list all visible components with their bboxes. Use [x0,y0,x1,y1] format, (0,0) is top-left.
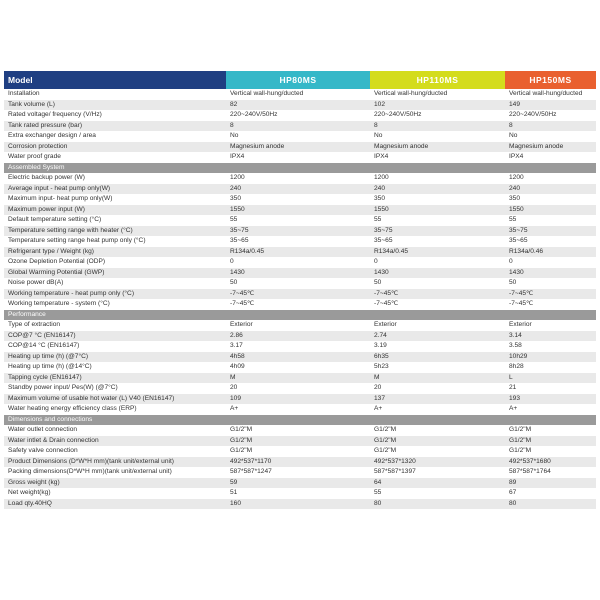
row-value-model-3: 80 [509,499,517,507]
table-row [4,488,596,499]
row-value-model-1: No [230,132,239,139]
row-label: Maximum power input (W) [8,205,85,213]
row-value-model-3: 149 [509,100,521,108]
row-label: Corrosion protection [8,142,68,150]
row-label: Maximum volume of usable hot water (L) V40 (EN16147) [8,394,175,402]
row-value-model-2: IPX4 [374,153,389,160]
row-label: Water heating energy efficiency class (ERP) [8,405,137,412]
row-label: Tank rated pressure (bar) [8,121,83,129]
row-label: Tank volume (L) [8,100,55,108]
row-label: Refrigerant type / Weight (kg) [8,247,94,255]
row-value-model-1: 8 [230,121,234,129]
row-value-model-2: -7~45℃ [374,300,399,307]
row-value-model-2: 55 [374,216,382,223]
row-value-model-1: 350 [230,195,242,202]
table-row [4,289,596,300]
row-value-model-1: 1430 [230,268,245,276]
row-value-model-2: 220~240V/50Hz [374,111,422,118]
row-value-model-3: 193 [509,394,521,402]
row-value-model-3: 35~75 [509,226,528,234]
row-value-model-2: 492*537*1320 [374,457,416,465]
table-row [4,110,596,121]
row-value-model-1: 160 [230,499,242,507]
table-row [4,457,596,468]
row-value-model-2: -7~45℃ [374,289,399,297]
section-header [4,163,596,174]
row-value-model-3: No [509,132,518,139]
row-value-model-3: 350 [509,195,521,202]
row-value-model-1: R134a/0.45 [230,247,265,255]
row-value-model-3: L [509,373,513,381]
section-title: Performance [8,310,46,318]
row-label: Heating up time (h) (@7°C) [8,352,89,360]
row-value-model-3: Vertical wall-hung/ducted [509,90,583,97]
row-value-model-3: -7~45℃ [509,289,534,297]
row-value-model-3: 220~240V/50Hz [509,111,557,118]
row-value-model-1: 587*587*1247 [230,468,272,475]
row-value-model-1: 3.17 [230,342,243,349]
row-label: Heating up time (h) (@14°C) [8,363,92,370]
row-value-model-2: 50 [374,279,382,286]
row-value-model-1: 2.86 [230,331,243,339]
table-body [4,89,596,509]
table-row [4,152,596,163]
row-label: Type of extraction [8,321,61,328]
row-value-model-2: G1/2"M [374,447,397,454]
row-value-model-1: 220~240V/50Hz [230,111,278,118]
row-value-model-1: 1200 [230,174,245,181]
table-row [4,205,596,216]
row-value-model-2: 0 [374,258,378,265]
row-value-model-1: 4h09 [230,363,245,370]
row-label: COP@14 °C (EN16147) [8,342,80,349]
table-row [4,362,596,373]
row-value-model-3: Exterior [509,321,532,328]
row-value-model-3: G1/2"M [509,447,532,454]
table-row [4,383,596,394]
row-value-model-1: 492*537*1170 [230,457,272,465]
row-value-model-2: 35~75 [374,226,393,234]
row-label: Temperature setting range heat pump only (°C) [8,237,146,244]
row-label: Gross weight (kg) [8,478,60,486]
table-row [4,425,596,436]
table-row [4,478,596,489]
row-label: Water outlet connection [8,426,78,433]
row-label: Default temperature setting (°C) [8,216,102,223]
row-value-model-1: 35~75 [230,226,249,234]
row-value-model-3: 10h29 [509,352,528,360]
row-value-model-3: Magnesium anode [509,142,564,150]
row-value-model-3: A+ [509,405,518,412]
row-label: Working temperature - system (°C) [8,300,110,307]
table-row [4,394,596,405]
row-value-model-2: 80 [374,499,382,507]
row-label: Ozone Depletion Potential (ODP) [8,258,106,265]
row-label: Safety valve connection [8,447,78,454]
row-value-model-2: 35~65 [374,237,393,244]
row-value-model-1: -7~45℃ [230,300,255,307]
row-value-model-1: 51 [230,489,238,496]
row-value-model-3: 8 [509,121,513,129]
row-value-model-3: 1200 [509,174,524,181]
row-value-model-3: 492*537*1680 [509,457,551,465]
row-value-model-3: 1430 [509,268,524,276]
row-value-model-1: Vertical wall-hung/ducted [230,90,304,97]
table-row [4,121,596,132]
row-value-model-2: No [374,132,383,139]
row-value-model-3: 3.14 [509,331,522,339]
table-row [4,499,596,510]
row-value-model-1: G1/2"M [230,436,253,444]
row-value-model-1: 240 [230,184,242,192]
row-value-model-2: G1/2"M [374,436,397,444]
row-label: Water intlet & Drain connection [8,436,99,444]
table-row [4,236,596,247]
row-value-model-2: Vertical wall-hung/ducted [374,90,448,97]
row-value-model-3: 1550 [509,205,524,213]
table-row [4,184,596,195]
row-value-model-3: 89 [509,478,517,486]
table-row [4,247,596,258]
row-value-model-3: 587*587*1764 [509,468,551,475]
row-value-model-1: 59 [230,478,238,486]
row-value-model-1: 1550 [230,205,245,213]
header-model-3: HP150MS [505,71,596,89]
row-value-model-1: 35~65 [230,237,249,244]
table-row [4,373,596,384]
row-value-model-2: Magnesium anode [374,142,429,150]
table-row [4,257,596,268]
table-row [4,299,596,310]
table-row [4,320,596,331]
row-label: Temperature setting range with heater (°C) [8,226,133,234]
row-label: Rated voltage/ frequency (V/Hz) [8,111,102,118]
table-row [4,194,596,205]
table-row [4,131,596,142]
row-value-model-2: M [374,373,380,381]
table-row [4,268,596,279]
row-value-model-2: 1550 [374,205,389,213]
row-label: Average input - heat pump only(W) [8,184,111,192]
row-value-model-2: 20 [374,384,382,391]
section-title: Assembled System [8,163,65,171]
row-value-model-1: 55 [230,216,238,223]
spec-table [4,71,596,509]
row-value-model-3: 8h28 [509,363,524,370]
row-value-model-2: 240 [374,184,386,192]
table-row [4,89,596,100]
row-label: Electric backup power (W) [8,174,85,181]
row-label: Working temperature - heat pump only (°C) [8,289,135,297]
row-value-model-2: 8 [374,121,378,129]
row-label: Tapping cycle (EN16147) [8,373,82,381]
table-header [4,71,596,89]
row-value-model-2: 6h35 [374,352,389,360]
table-row [4,436,596,447]
row-value-model-3: G1/2"M [509,426,532,433]
row-value-model-2: G1/2"M [374,426,397,433]
row-value-model-3: 50 [509,279,517,286]
row-value-model-1: G1/2"M [230,447,253,454]
row-value-model-1: G1/2"M [230,426,253,433]
row-value-model-2: 3.19 [374,342,387,349]
row-value-model-1: 50 [230,279,238,286]
row-value-model-2: 102 [374,100,386,108]
row-value-model-1: 109 [230,394,242,402]
row-label: Installation [8,90,40,97]
row-value-model-3: 240 [509,184,521,192]
row-value-model-3: IPX4 [509,153,524,160]
row-label: COP@7 °C (EN16147) [8,331,76,339]
table-row [4,331,596,342]
row-value-model-1: -7~45℃ [230,289,255,297]
row-value-model-2: R134a/0.45 [374,247,409,255]
table-row [4,215,596,226]
row-value-model-3: R134a/0.46 [509,247,544,255]
table-row [4,446,596,457]
row-value-model-2: 5h23 [374,363,389,370]
row-value-model-1: IPX4 [230,153,245,160]
section-title: Dimensions and connections [8,415,93,423]
row-value-model-1: M [230,373,236,381]
row-value-model-3: 55 [509,216,517,223]
row-value-model-3: 35~65 [509,237,528,244]
row-value-model-1: 4h58 [230,352,245,360]
row-value-model-2: 137 [374,394,386,402]
table-row [4,352,596,363]
row-value-model-3: -7~45℃ [509,300,534,307]
row-value-model-3: G1/2"M [509,436,532,444]
row-value-model-1: 0 [230,258,234,265]
row-label: Packing dimensions(D*W*H mm)(tank unit/external unit) [8,468,172,475]
row-label: Global Warming Potential (GWP) [8,268,105,276]
section-header [4,310,596,321]
row-value-model-2: 55 [374,489,382,496]
row-label: Noise power dB(A) [8,279,64,286]
row-value-model-3: 21 [509,384,517,391]
row-value-model-1: Exterior [230,321,253,328]
row-label: Standby power input/ Pes(W) (@7°C) [8,384,118,391]
table-row [4,341,596,352]
row-value-model-2: 64 [374,478,382,486]
table-row [4,173,596,184]
row-label: Extra exchanger design / area [8,132,96,139]
table-row [4,278,596,289]
header-model-2: HP110MS [370,71,505,89]
row-value-model-2: Exterior [374,321,397,328]
row-value-model-3: 0 [509,258,513,265]
row-value-model-2: 1200 [374,174,389,181]
row-value-model-2: 1430 [374,268,389,276]
row-value-model-3: 3.58 [509,342,522,349]
row-value-model-2: 587*587*1397 [374,468,416,475]
row-value-model-1: 82 [230,100,238,108]
row-value-model-2: 2.74 [374,331,387,339]
row-label: Load qty.40HQ [8,499,52,507]
row-label: Water proof grade [8,153,61,160]
header-model-1: HP80MS [226,71,370,89]
row-value-model-3: 67 [509,489,517,496]
header-model-label: Model [4,71,226,89]
table-row [4,226,596,237]
table-row [4,142,596,153]
section-header [4,415,596,426]
table-row [4,100,596,111]
row-value-model-2: 350 [374,195,386,202]
row-value-model-1: A+ [230,405,239,412]
row-label: Maximum input- heat pump only(W) [8,195,113,202]
row-value-model-2: A+ [374,405,383,412]
row-value-model-1: 20 [230,384,238,391]
table-row [4,404,596,415]
row-value-model-1: Magnesium anode [230,142,285,150]
row-label: Net weight(kg) [8,489,51,496]
row-label: Product Dimensions (D*W*H mm)(tank unit/external unit) [8,457,174,465]
table-row [4,467,596,478]
